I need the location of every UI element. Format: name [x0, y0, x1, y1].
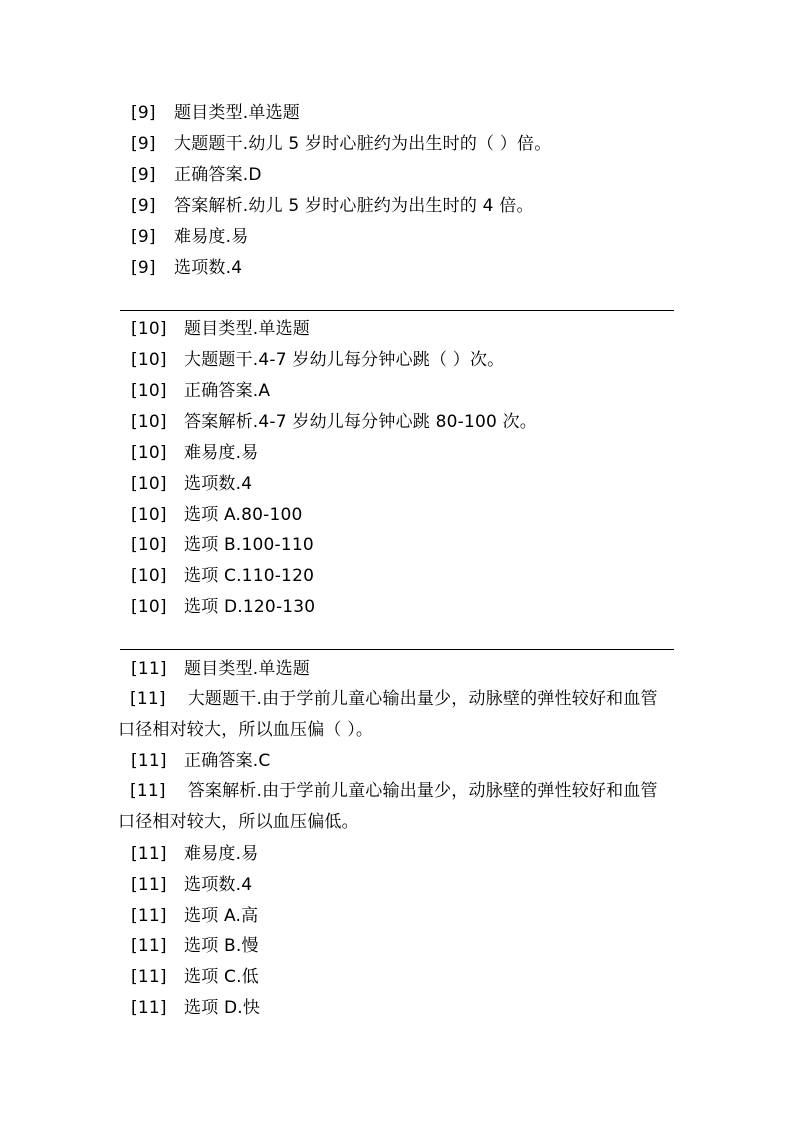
question-tag: [11] — [131, 906, 167, 926]
option-count: 选项数.4 — [184, 474, 253, 494]
question-type: 题目类型.单选题 — [174, 103, 301, 123]
q10-type-line — [131, 318, 310, 340]
option-b: 选项 B.100-110 — [184, 535, 314, 555]
q10-option-a-line — [131, 504, 303, 526]
q9-stem-line — [131, 133, 551, 155]
q10-option-d-line — [131, 596, 315, 618]
option-a: 选项 A.高 — [184, 906, 259, 926]
q10-difficulty-line — [131, 442, 258, 464]
question-tag: [10] — [131, 381, 167, 401]
answer-analysis: 答案解析.4-7 岁幼儿每分钟心跳 80-100 次。 — [184, 412, 537, 432]
q11-answer-line — [131, 750, 270, 772]
section-divider — [120, 310, 674, 311]
q11-option-d-line — [131, 997, 260, 1019]
option-c: 选项 C.低 — [184, 967, 259, 987]
question-tag: [9] — [131, 103, 156, 123]
question-tag: [10] — [131, 505, 167, 525]
option-a: 选项 A.80-100 — [184, 505, 303, 525]
difficulty: 难易度.易 — [174, 227, 249, 247]
question-type: 题目类型.单选题 — [184, 659, 311, 679]
difficulty: 难易度.易 — [184, 844, 259, 864]
question-tag: [10] — [131, 566, 167, 586]
question-tag: [11] — [131, 751, 167, 771]
option-c: 选项 C.110-120 — [184, 566, 315, 586]
q9-analysis-line — [131, 195, 534, 217]
q11-option-c-line — [131, 966, 259, 988]
q10-answer-line — [131, 380, 270, 402]
q9-option-count-line — [131, 257, 242, 279]
q9-difficulty-line — [131, 226, 248, 248]
option-count: 选项数.4 — [184, 875, 253, 895]
question-tag: [10] — [131, 443, 167, 463]
q10-option-b-line — [131, 534, 314, 556]
question-tag: [11] — [131, 967, 167, 987]
question-tag: [10] — [131, 535, 167, 555]
question-tag: [9] — [131, 165, 156, 185]
correct-answer: 正确答案.C — [184, 751, 271, 771]
q10-option-count-line — [131, 473, 252, 495]
question-tag: [9] — [131, 134, 156, 154]
difficulty: 难易度.易 — [184, 443, 259, 463]
q11-option-count-line — [131, 874, 252, 896]
question-tag: [9] — [131, 227, 156, 247]
q10-option-c-line — [131, 565, 314, 587]
q11-type-line — [131, 658, 310, 680]
option-d: 选项 D.120-130 — [184, 597, 316, 617]
question-tag: [10] — [131, 350, 167, 370]
question-stem: 大题题干.由于学前儿童心输出量少，动脉壁的弹性较好和血管口径相对较大，所以血压偏（ ）。 — [118, 689, 658, 740]
question-stem: 大题题干.4-7 岁幼儿每分钟心跳（ ）次。 — [184, 350, 505, 370]
correct-answer: 正确答案.A — [184, 381, 271, 401]
q9-answer-line — [131, 164, 262, 186]
question-tag: [11] — [131, 659, 167, 679]
question-type: 题目类型.单选题 — [184, 319, 311, 339]
question-tag: [10] — [131, 412, 167, 432]
option-count: 选项数.4 — [174, 258, 243, 278]
question-stem: 大题题干.幼儿 5 岁时心脏约为出生时的（ ）倍。 — [174, 134, 552, 154]
answer-analysis: 答案解析.由于学前儿童心输出量少，动脉壁的弹性较好和血管口径相对较大，所以血压偏低。 — [118, 781, 658, 832]
question-tag: [11] — [131, 844, 167, 864]
question-tag: [10] — [131, 319, 167, 339]
question-tag: [11] — [131, 998, 167, 1018]
q11-option-a-line — [131, 905, 258, 927]
question-tag: [11] — [131, 936, 167, 956]
question-tag: [10] — [131, 474, 167, 494]
option-d: 选项 D.快 — [184, 998, 261, 1018]
q11-analysis-paragraph — [118, 776, 674, 838]
question-tag: [10] — [131, 597, 167, 617]
correct-answer: 正确答案.D — [174, 165, 262, 185]
q10-analysis-line — [131, 411, 537, 433]
section-divider — [120, 649, 674, 650]
q9-type-line — [131, 102, 300, 124]
question-tag: [11] — [130, 689, 166, 709]
q11-option-b-line — [131, 935, 259, 957]
answer-analysis: 答案解析.幼儿 5 岁时心脏约为出生时的 4 倍。 — [174, 196, 534, 216]
question-tag: [9] — [131, 258, 156, 278]
question-tag: [11] — [130, 781, 166, 801]
question-tag: [9] — [131, 196, 156, 216]
q11-stem-paragraph — [118, 684, 674, 746]
q11-difficulty-line — [131, 843, 258, 865]
question-tag: [11] — [131, 875, 167, 895]
option-b: 选项 B.慢 — [184, 936, 259, 956]
q10-stem-line — [131, 349, 504, 371]
